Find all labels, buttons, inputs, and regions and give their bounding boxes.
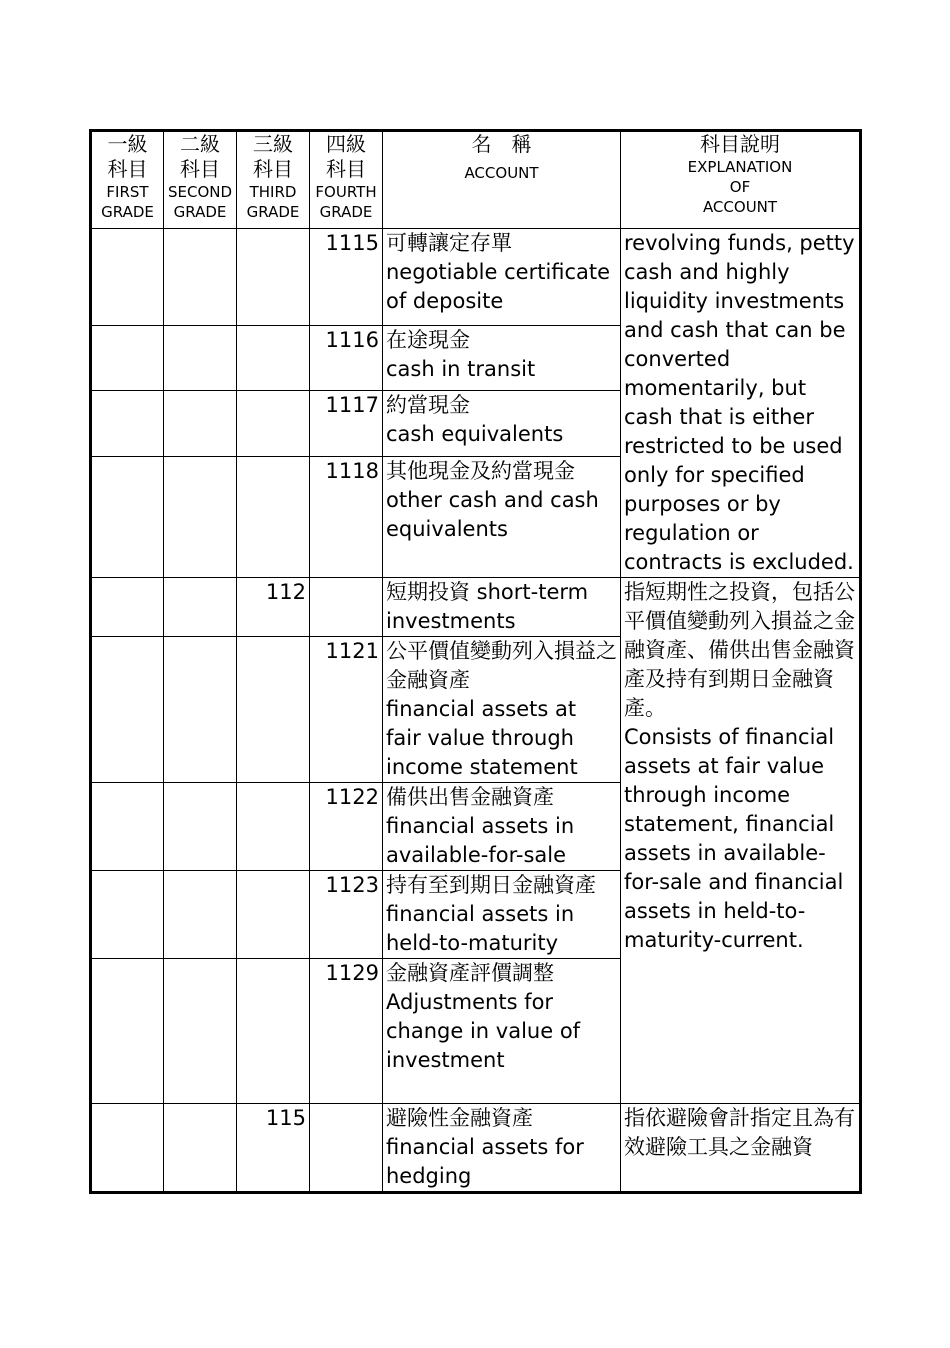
account-name: 約當現金 cash equivalents [383, 391, 621, 456]
account-code: 1123 [310, 871, 383, 959]
explanation-short-term: 指短期性之投資，包括公平價值變動列入損益之金融資產、備供出售金融資產及持有到期日金融資產。 Consists of financial assets at fair value through income statement, financial assets in available-for-sale and financial assets in held-to-maturity-current. [621, 578, 861, 1104]
account-code: 112 [237, 578, 310, 637]
header-fourth-grade: 四級 科目 FOURTH GRADE [310, 131, 383, 229]
account-name: 在途現金 cash in transit [383, 326, 621, 391]
table-row [91, 229, 861, 326]
account-name: 避險性金融資產 financial assets for hedging [383, 1104, 621, 1193]
account-code: 1129 [310, 959, 383, 1104]
account-name: 短期投資 short-term investments [383, 578, 621, 637]
account-name: 備供出售金融資產 financial assets in available-for-sale [383, 783, 621, 871]
header-explanation: 科目說明 EXPLANATION OF ACCOUNT [621, 131, 861, 229]
table-row [91, 578, 861, 637]
account-code: 1118 [310, 456, 383, 578]
account-name: 可轉讓定存單 negotiable certificate of deposite [383, 229, 621, 326]
table-row [91, 1104, 861, 1193]
header-first-grade: 一級 科目 FIRST GRADE [91, 131, 164, 229]
explanation-hedging: 指依避險會計指定且為有效避險工具之金融資 [621, 1104, 861, 1193]
account-code: 1121 [310, 637, 383, 783]
account-name: 公平價值變動列入損益之金融資產 financial assets at fair value through income statement [383, 637, 621, 783]
explanation-cash: revolving funds, petty cash and highly liquidity investments and cash that can be converted momentarily, but cash that is either restricted to be used only for specified purposes or by regulation or contracts is excluded. [621, 229, 861, 578]
header-account: 名 稱 ACCOUNT [383, 131, 621, 229]
account-code: 1122 [310, 783, 383, 871]
header-second-grade: 二級 科目 SECOND GRADE [164, 131, 237, 229]
account-code: 115 [237, 1104, 310, 1193]
header-third-grade: 三級 科目 THIRD GRADE [237, 131, 310, 229]
header-row [91, 131, 861, 229]
account-name: 持有至到期日金融資產 financial assets in held-to-maturity [383, 871, 621, 959]
account-code: 1116 [310, 326, 383, 391]
account-name: 金融資產評價調整 Adjustments for change in value of investment [383, 959, 621, 1104]
account-code: 1115 [310, 229, 383, 326]
account-name: 其他現金及約當現金 other cash and cash equivalents [383, 456, 621, 578]
accounts-table [89, 129, 862, 1194]
account-code: 1117 [310, 391, 383, 456]
